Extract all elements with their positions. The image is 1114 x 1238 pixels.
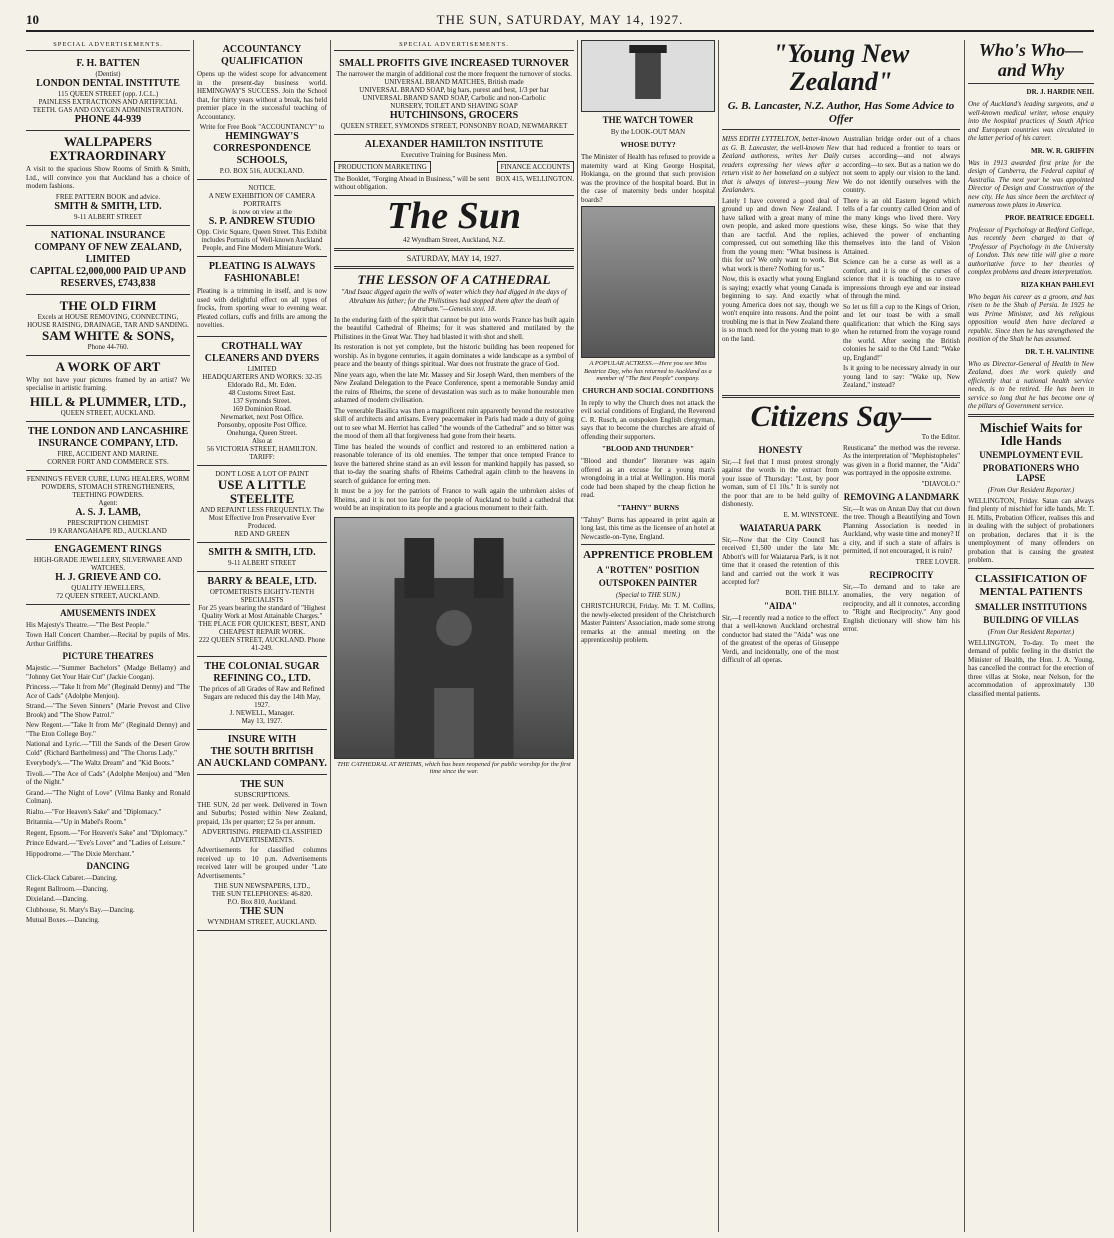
ad-text: Pleating is a trimming in itself, and is now used with delightful effect on all types of frocks, from sporting wear to evening wear. Pleated collars, cuffs and frills are among the novelties. bbox=[197, 287, 327, 329]
section-tag: SPECIAL ADVERTISEMENTS. bbox=[334, 40, 574, 51]
feature-paragraph: Science can be a curse as well as a comfort, and it is one of the curses of science that it is teaching us to crave impressions through eye and ear instead of through the mind. bbox=[843, 258, 960, 300]
actress-photo bbox=[581, 206, 715, 358]
column-rule bbox=[718, 40, 719, 1232]
amusements-list bbox=[26, 621, 190, 925]
divider bbox=[968, 83, 1094, 84]
feature-paragraph: So let us fill a cup to the Kings of Orion, and let our toast be with a small qualification: that which the King says when he returned from the voyage round the world. After seeing the British colonies he said to the Old Land: "Wake up, England!" bbox=[843, 302, 960, 362]
ad-name: SAM WHITE & SONS, bbox=[42, 327, 174, 343]
ad-wallpapers bbox=[26, 131, 190, 226]
article-text: WELLINGTON, To-day. To meet the demand of public feeling in the district the Minister of Health, the Hon. J. A. Young, has cancelled the contract for the erection of three villas at Stoke, near Nelson, for the accommodation of approximately 130 classified mental patients. bbox=[968, 638, 1094, 698]
list-item: NURSERY, TOILET AND SHAVING SOAP bbox=[390, 102, 518, 110]
letter-text: Reusticana" the method was the reverse. As the interpretation of "Mephistopheles" was given in a florid manner, the "Aida" was portrayed in the opposite extreme. bbox=[843, 443, 960, 477]
ad-name: THE COLONIAL SUGAR REFINING CO., LTD. bbox=[204, 660, 320, 684]
list-item: Tivoli.—"The Ace of Cads" (Adolphe Menjou) and "Men of the Night." bbox=[26, 769, 190, 786]
letter-heading: RECIPROCITY bbox=[869, 569, 934, 580]
ad-text: Write for Free Book "ACCOUNTANCY" to bbox=[199, 123, 325, 131]
ad-address: 19 KARANGAHAPE RD., AUCKLAND bbox=[49, 526, 167, 535]
letters-column bbox=[843, 442, 960, 667]
ad-headline: THE OLD FIRM bbox=[59, 297, 157, 313]
list-item: Hippodrome.—"The Dixie Merchant." bbox=[26, 849, 135, 858]
ad-text: The prices of all Grades of Raw and Refined Sugars are reduced this day the 14th May, 1927. bbox=[199, 684, 325, 709]
ad-phone: PHONE 44-939 bbox=[74, 114, 142, 125]
section-heading: CHURCH AND SOCIAL CONDITIONS bbox=[582, 385, 714, 395]
list-item: UNIVERSAL BRAND MATCHES, British made bbox=[384, 78, 524, 86]
ad-pleating bbox=[197, 257, 327, 337]
feature-paragraph: Australian bridge order out of a chaos that had reduced a frontier to tears or curses according—and not always according—to sex. But as a nation we do not seem to apply our vision to the land. We do not identify ourselves with the country. bbox=[843, 135, 960, 194]
ad-alexander-hamilton bbox=[334, 135, 574, 196]
ad-agent: Agent: bbox=[98, 498, 118, 507]
list-item: His Majesty's Theatre.—"The Best People." bbox=[26, 620, 150, 629]
ad-tariff: TARIFF: bbox=[249, 452, 275, 461]
column-1-ads bbox=[26, 40, 190, 1232]
ad-row bbox=[334, 161, 574, 173]
byline: By the LOOK-OUT MAN bbox=[610, 128, 686, 136]
ad-text: RED AND GREEN bbox=[234, 529, 290, 538]
list-item: Grand.—"The Night of Love" (Vilma Banky and Ronald Colman). bbox=[26, 788, 190, 805]
article-subhead: PROBATIONERS WHO LAPSE bbox=[982, 462, 1080, 483]
bio-name: DR. T. H. VALINTINE bbox=[1025, 347, 1094, 356]
column-2-ads bbox=[197, 40, 327, 1232]
ad-phone: THE SUN TELEPHONES: 46-820. bbox=[211, 890, 313, 898]
watch-tower-logo bbox=[581, 40, 715, 112]
ad-date: May 13, 1927. bbox=[241, 716, 283, 725]
editorial-paragraph: The venerable Basilica was then a magnificent ruin apparently beyond the restorative skill of architects and artisans. Every peacemaker in Paris had made a duty of going out to see what M. Herriot has called "the wounds of the Cathedral" and so bitter was the mood of them all that forgiveness had gone from their hearts. bbox=[334, 406, 574, 440]
amusements-heading: AMUSEMENTS INDEX bbox=[60, 607, 156, 618]
editorial-paragraph: Time has healed the wounds of conflict and restored to an embittered nation a reasonable tolerance of its old enemies. The temper that once tempted France to leave the battered shrine stand as an evil lesson for mankind happily has passed, so that to-day the soaring shafts of Rheims Cathedral again climb to the heavens in search of guidance for erring men. bbox=[334, 442, 574, 485]
ad-headline: USE A LITTLE STEELITE bbox=[217, 476, 307, 506]
section-heading: "TAHNY" BURNS bbox=[616, 502, 680, 512]
ad-subtitle: Executive Training for Business Men. bbox=[400, 151, 508, 159]
ad-text: A NEW EXHIBITION OF CAMERA PORTRAITS bbox=[208, 192, 316, 208]
feature-column bbox=[722, 133, 839, 392]
article-subhead: A "ROTTEN" POSITION bbox=[596, 565, 700, 575]
feature-headline: "Young New Zealand" bbox=[772, 40, 910, 96]
column-7-whos-who bbox=[968, 40, 1094, 1232]
masthead-date: SATURDAY, MAY 14, 1927. bbox=[406, 254, 502, 263]
ad-name: H. J. GRIEVE AND CO. bbox=[55, 571, 161, 583]
ad-subtitle: OPTOMETRISTS EIGHTY-TENTH SPECIALISTS bbox=[209, 587, 315, 604]
page-header bbox=[26, 10, 1094, 32]
ad-national-insurance bbox=[26, 226, 190, 295]
article-subhead: UNEMPLOYMENT EVIL bbox=[979, 449, 1083, 460]
ad-address: CORNER FORT AND COMMERCE STS. bbox=[47, 457, 169, 466]
bio-text: Was in 1913 awarded first prize for the design of Canberra, the Federal capital of Australia. The next year he was appointed Director of Design and Construction of the new city. He has since been the architect of numerous town plans in America. bbox=[968, 158, 1094, 209]
ad-headline: ALEXANDER HAMILTON INSTITUTE bbox=[364, 139, 544, 150]
column-rule bbox=[193, 40, 194, 1232]
ad-name: THE SOUTH BRITISH bbox=[210, 745, 314, 757]
list-item: Everybody's.—"The Waltz Dream" and "Kid Boots." bbox=[26, 759, 175, 767]
ad-name: LONDON DENTAL INSTITUTE bbox=[36, 78, 180, 89]
ad-name: F. H. BATTEN bbox=[76, 58, 140, 69]
ad-subtitle: (Dentist) bbox=[95, 70, 121, 78]
letter-text: Sir,—To demand and to take are anomalies, the very negation of reciprocity, and all it connotes, according to "Right and Reciprocity." Any good English dictionary will show him his error. bbox=[843, 582, 960, 633]
page-number: 10 bbox=[26, 12, 39, 27]
divider bbox=[581, 544, 715, 545]
article-credit: (Special to THE SUN.) bbox=[615, 591, 681, 599]
letter-text: Sir,—I feel that I must protest strongly against the words in the extract from your issue of Thursday: "Lost, by poor woman, sum of £1 10s." It is surely not the poor that are to be held guilty of dishonesty. bbox=[722, 457, 839, 508]
letters-body bbox=[722, 442, 960, 667]
ad-row bbox=[334, 175, 574, 191]
bio-name: RIZA KHAN PAHLEVI bbox=[1021, 280, 1094, 289]
ad-text: For 25 years bearing the standard of "Highest Quality Work at Most Attainable Charges." THE PLACE FOR QUICKEST, BEST, AND CHEAPEST REPAIR WORK. bbox=[198, 603, 326, 636]
ad-old-firm bbox=[26, 295, 190, 356]
ad-smith-2 bbox=[197, 543, 327, 572]
ad-headline: WALLPAPERS EXTRAORDINARY bbox=[49, 134, 167, 163]
ad-accountancy bbox=[197, 40, 327, 180]
letter-text: Sir,—Now that the City Council has received £1,500 under the late Mr. Abbott's will for Waiatarua Park, is it not time that it ceased the retention of this land and carried out the work it was accepted for? bbox=[722, 535, 839, 586]
bio-text: Who began his career as a groom, and has risen to be the Shah of Persia. In 1925 he was Prime Minister, and his religious opposition would then have declared a republic. Since then he has strengthened the position of the Shah he has assumed. bbox=[968, 292, 1094, 343]
divider bbox=[722, 129, 960, 130]
ad-headline: NOTICE. bbox=[248, 184, 276, 192]
letters-column bbox=[722, 442, 839, 667]
ad-name: HUTCHINSONS, GROCERS bbox=[389, 110, 519, 121]
editorial-paragraph: In the enduring faith of the spirit that cannot be put into words France has built again the beautiful Cathedral of Rheims; for it was shattered and mutilated by the Philistines in the Great War. They had blasted it with shot and shell. bbox=[334, 315, 574, 341]
editorial-paragraph: Nine years ago, when the late Mr. Massey and Sir Joseph Ward, then members of the New Zealand Delegation to the Peace Conference, spent a memorable Sunday amid the ruins of Rheims, the scene of devastation was such as to make honourable men ashamed of modern civilisation. bbox=[334, 370, 574, 404]
ad-text: Opp. Civic Square, Queen Street. This Exhibit includes Portraits of Well-known Auckland People, and Fine Modern Miniature Work. bbox=[197, 228, 327, 252]
editorial-quote: "And Isaac digged again the wells of water which they had digged in the days of Abraham his father; for the Philistines had stopped them after the death of Abraham."—Genesis xxvi. 18. bbox=[341, 288, 567, 313]
ad-text: Advertisements for classified columns received up to 10 p.m. Advertisements received later will be grouped under "Late Advertisements." bbox=[197, 846, 327, 880]
article-credit: (From Our Resident Reporter.) bbox=[987, 627, 1075, 636]
list-item: Clubhouse, St. Mary's Bay.—Dancing. bbox=[26, 905, 135, 914]
divider bbox=[334, 248, 574, 251]
ad-name: THE SUN bbox=[240, 906, 284, 917]
ad-name: SMITH & SMITH, LTD. bbox=[208, 546, 316, 558]
list-item: Majestic.—"Summer Bachelors" (Madge Bellamy) and "Johnny Get Your Hair Cut" (Jackie Coogan). bbox=[26, 664, 190, 681]
column-4-watchtower bbox=[581, 40, 715, 1232]
article-headline: Mischief Waits for Idle Hands bbox=[979, 419, 1083, 448]
bio-text: Professor of Psychology at Bedford College, has recently been charged to that of "Professor of Psychology in the University of London. This new title will give a more authoritative force to her theories of complex problems and dream interpretation. bbox=[968, 225, 1094, 276]
list-item: National and Lyric.—"Till the Sands of the Desert Grow Cold" (Richard Barthelmess) and "The Chorus Lady." bbox=[26, 740, 190, 757]
ad-address: HEADQUARTERS AND WORKS: 32-35 Eldorado Rd., Mt. Eden. bbox=[202, 372, 322, 389]
sun-subscriptions bbox=[197, 775, 327, 932]
ad-text: Why not have your pictures framed by an artist? We specialise in artistic framing. bbox=[26, 375, 190, 392]
watch-tower-title: THE WATCH TOWER bbox=[602, 115, 694, 125]
ad-headline: ACCOUNTANCY QUALIFICATION bbox=[220, 44, 304, 67]
list-item: Ponsonby, opposite Post Office. bbox=[217, 420, 307, 429]
ad-work-of-art bbox=[26, 356, 190, 422]
ad-steelite bbox=[197, 466, 327, 543]
list-item: Dixieland.—Dancing. bbox=[26, 895, 88, 903]
list-item: Rialto.—"For Heaven's Sake" and "Diplomacy." bbox=[26, 807, 162, 816]
list-item: Mutual Boxes.—Dancing. bbox=[26, 916, 100, 924]
ad-text: AND REPAINT LESS FREQUENTLY. The Most Effective Iron Preservative Ever Produced. bbox=[199, 505, 325, 530]
list-item: Onehunga, Queen Street. bbox=[226, 428, 298, 437]
article-text: "Tahny" Burns has appeared in print again at long last, this time as the licensee of an hotel at Newcastle-on-Tyne, England. bbox=[581, 515, 715, 541]
divider bbox=[968, 568, 1094, 569]
ad-name: HEMINGWAY'S CORRESPONDENCE SCHOOLS, bbox=[213, 131, 311, 166]
column-rule bbox=[964, 40, 965, 1232]
section-heading: WHOSE DUTY? bbox=[620, 140, 676, 149]
list-item: UNIVERSAL BRAND SOAP, big bars, purest and best, 1/3 per bar bbox=[359, 86, 549, 94]
newspaper-dateline: THE SUN, SATURDAY, MAY 14, 1927. bbox=[436, 12, 684, 27]
ad-barry-beale bbox=[197, 572, 327, 657]
ad-address: P.O. Box 810, Auckland. bbox=[227, 898, 297, 906]
ad-headline: ENGAGEMENT RINGS bbox=[54, 543, 162, 555]
article-credit: (From Our Resident Reporter.) bbox=[987, 485, 1075, 494]
list-item: Newmarket, next Post Office. bbox=[220, 412, 304, 421]
divider bbox=[722, 395, 960, 398]
column-rule bbox=[577, 40, 578, 1232]
list-item: Town Hall Concert Chamber.—Recital by pupils of Mrs. Arthur Griffiths. bbox=[26, 631, 190, 648]
divider bbox=[968, 414, 1094, 417]
ad-address: QUEEN STREET, SYMONDS STREET, PONSONBY ROAD, NEWMARKET bbox=[340, 122, 568, 130]
ad-name: BARRY & BEALE, LTD. bbox=[207, 575, 317, 587]
ad-small-profits bbox=[334, 54, 574, 135]
column-rule bbox=[330, 40, 331, 1232]
list-item: 48 Customs Street East. bbox=[228, 388, 296, 397]
ad-text: FIRE, ACCIDENT AND MARINE. bbox=[57, 449, 159, 458]
list-item: 56 VICTORIA STREET, HAMILTON. bbox=[206, 444, 318, 453]
ad-name: A. S. J. LAMB, bbox=[75, 506, 141, 518]
ad-engagement-rings bbox=[26, 540, 190, 605]
ad-headline: SMALL PROFITS GIVE INCREASED TURNOVER bbox=[339, 58, 569, 69]
masthead-title: The Sun bbox=[386, 195, 522, 237]
letter-heading: "AIDA" bbox=[764, 600, 797, 611]
ad-address: QUEEN STREET, AUCKLAND. bbox=[60, 408, 156, 417]
ad-colonial-sugar bbox=[197, 657, 327, 730]
letter-signature: BOIL THE BILLY. bbox=[785, 588, 839, 597]
ad-phone: Phone 44-760. bbox=[87, 342, 129, 351]
list-subheading: DANCING bbox=[86, 861, 130, 871]
letter-text: Sir,—It was on Anzan Day that cut down the tree. Though a Beautifying and Town Planning Association is needed in Auckland, why waste time and money? If a city, and if such a state of affairs is permitted, if not encouraged, it is ruin? bbox=[843, 504, 960, 555]
list-item: Regent, Epsom.—"For Heaven's Sake" and "Diplomacy." bbox=[26, 828, 188, 837]
list-item: New Regent.—"Take It from Me" (Reginald Denny) and "The Eton College Boy." bbox=[26, 721, 190, 738]
ad-name: THE SUN NEWSPAPERS, LTD., bbox=[214, 882, 310, 890]
ad-capital: CAPITAL £2,000,000 PAID UP AND RESERVES, £743,838 bbox=[29, 265, 187, 289]
feature-paragraph: There is an old Eastern legend which tells of a far country called Orion and of the many kings who lived there. Very wise, these kings. So wise that they achieved the power of enchanting themselves into the land of Vision Attained. bbox=[843, 196, 960, 256]
ad-london-dental bbox=[26, 54, 190, 131]
list-item: Britannia.—"Up in Mabel's Room." bbox=[26, 818, 127, 826]
citizens-subtitle: To the Editor. bbox=[921, 432, 960, 441]
list-item: 169 Dominion Road. bbox=[232, 404, 292, 413]
citizens-say-headline: Citizens Say— bbox=[750, 399, 932, 433]
article-text: The Minister of Health has refused to provide a maternity ward at King George Hospital, Hokianga, on the ground that such provision was the province of the hospital board. But in the case of maternity beds under hospital boards? bbox=[581, 153, 715, 204]
ad-text: The Booklet, "Forging Ahead in Business," will be sent without obligation. bbox=[334, 175, 490, 191]
letter-heading: HONESTY bbox=[758, 444, 803, 455]
ad-crothall bbox=[197, 337, 327, 466]
ad-subtitle: PRESCRIPTION CHEMIST bbox=[67, 518, 149, 527]
feature-paragraph: Now, this is exactly what young England is saying; exactly what young Canada is beginning to say. And exactly what young America does not say, though we won't enquire into reasons. And the point troubling me is that in New Zealand there is so much need for the young man to go on the land. bbox=[722, 275, 839, 343]
column-5-feature bbox=[722, 40, 960, 1232]
ad-andrew-studio bbox=[197, 180, 327, 257]
section-heading: "BLOOD AND THUNDER" bbox=[601, 444, 695, 453]
article-text: In reply to why the Church does not attack the evil social conditions of England, the Reverend C. R. Rusch, an outspoken English clergyman, says that to become the churches are afraid of offending their supporters. bbox=[581, 398, 715, 441]
ad-subtitle: ADVERTISING. PREPAID CLASSIFIED ADVERTISEMENTS. bbox=[201, 828, 323, 844]
list-subheading: PICTURE THEATRES bbox=[62, 651, 154, 661]
letter-text: Sir,—I recently read a notice to the effect that a well-known Auckland orchestral conductor had stated the "Aida" was one of the greatest of the operas of Giuseppe Verdi, and incidentally, one of the most difficult of all operas. bbox=[722, 613, 839, 664]
article-subhead: BUILDING OF VILLAS bbox=[983, 614, 1079, 625]
ad-headline: THE SUN bbox=[240, 778, 284, 790]
ad-address: 222 QUEEN STREET, AUCKLAND. Phone 41-249. bbox=[198, 635, 326, 652]
ad-signature: J. NEWELL, Manager. bbox=[229, 708, 295, 717]
ad-address: WYNDHAM STREET, AUCKLAND. bbox=[207, 918, 317, 926]
photo-caption: THE CATHEDRAL AT RHEIMS, which has been reopened for public worship for the first time since the war. bbox=[337, 760, 571, 775]
bio-name: PROF. BEATRICE EDGELL bbox=[1005, 213, 1094, 222]
letter-heading: WAIATARUA PARK bbox=[739, 522, 822, 533]
ad-address: 72 QUEEN STREET, AUCKLAND. bbox=[56, 591, 160, 600]
letter-signature: TREE LOVER. bbox=[915, 557, 960, 566]
list-item: Prince Edward.—"Eve's Lover" and "Ladies of Leisure." bbox=[26, 839, 186, 847]
ad-south-british bbox=[197, 730, 327, 775]
section-tag: SPECIAL ADVERTISEMENTS. bbox=[26, 40, 190, 51]
ad-subtitle: LIMITED bbox=[247, 364, 277, 373]
ad-subtitle: QUALITY JEWELLERS, bbox=[71, 583, 145, 592]
bio-name: MR. W. R. GRIFFIN bbox=[1030, 146, 1094, 155]
ad-text: FREE PATTERN BOOK and advice. bbox=[55, 192, 161, 201]
list-item: Strand.—"The Seven Sinners" (Marie Prevost and Clive Brook) and "The Show Patrol." bbox=[26, 702, 190, 719]
feature-paragraph: Is it going to be necessary already in our young land to say: "Wake up, New Zealand," instead? bbox=[843, 364, 960, 389]
article-headline: CLASSIFICATION OF MENTAL PATIENTS bbox=[975, 572, 1087, 598]
article-headline: APPRENTICE PROBLEM bbox=[583, 549, 713, 561]
ad-name: SMITH & SMITH, LTD. bbox=[54, 200, 162, 212]
divider bbox=[334, 266, 574, 269]
ad-name: S. P. ANDREW STUDIO bbox=[208, 216, 316, 227]
feature-subhead: G. B. Lancaster, N.Z. Author, Has Some Advice to Offer bbox=[727, 100, 955, 125]
feature-paragraph: Lately I have covered a good deal of ground up and down New Zealand. I have talked with a great many of mine own people, and asked more questions than are tactful. And the replies, compressed, cut out something like this from the young men: "What business is this for us? We only want to work. But what work is there? Nothing for us." bbox=[722, 196, 839, 273]
masthead-address: 42 Wyndham Street, Auckland, N.Z. bbox=[402, 236, 506, 244]
list-item: 137 Symonds Street. bbox=[232, 396, 292, 405]
article-subhead: SMALLER INSTITUTIONS bbox=[975, 601, 1087, 612]
ad-address: 9-11 ALBERT STREET bbox=[227, 558, 297, 567]
list-item: Click-Clack Cabaret.—Dancing. bbox=[26, 874, 118, 882]
ad-text: DON'T LOSE A LOT OF PAINT bbox=[215, 469, 309, 478]
ad-text: FENNING'S FEVER CURE, LUNG HEALERS, WORM POWDERS, STOMACH STRENGTHENERS, TEETHING POWDERS. bbox=[26, 474, 190, 499]
ad-text: FINANCE ACCOUNTS bbox=[497, 161, 574, 173]
ad-address: BOX 415, WELLINGTON. bbox=[495, 175, 574, 183]
editorial-paragraph: It must be a joy for the patriots of France to walk again the unbroken aisles of Rheims, and it is not too late for the people of Auckland to build a cathedral that would be an inspiration to its people and a gracious monument to their faith. bbox=[334, 487, 574, 512]
ad-address: 115 QUEEN STREET (opp. J.C.L.) bbox=[57, 90, 159, 98]
ad-text: is now on view at the bbox=[232, 208, 292, 216]
ad-headline: NATIONAL INSURANCE COMPANY OF NEW ZEALAND, LIMITED bbox=[34, 229, 182, 265]
ad-text: THE SUN, 2d per week. Delivered in Town and Suburbs; Posted within New Zealand, prepaid, 13s per quarter; £2 5s per annum. bbox=[197, 800, 327, 826]
ad-text: Opens up the widest scope for advancement in the present-day business world. HEMINGWAY'S SUCCESS. Join the School that, for thirty years without a break, has held premier place in the successful teaching of Accountancy. bbox=[197, 70, 327, 121]
editorial-paragraph: Its restoration is not yet complete, but the historic building has been reopened for worship. As in bygone centuries, it again dominates a wide landscape as a symbol of peace and the beauty of things spiritual. War does not frustrate the grace of God. bbox=[334, 343, 574, 368]
feature-intro: MISS EDITH LYTTELTON, better-known as G. B. Lancaster, the well-known New Zealand authoress, writes her Daily readers expressing her views after a return visit to her homeland on a subject that is always of interest—young New Zealanders. bbox=[722, 135, 839, 194]
whos-who-headline: Who's Who—and Why bbox=[978, 40, 1084, 80]
tower-icon bbox=[582, 41, 714, 111]
ad-text: A visit to the spacious Show Rooms of Smith & Smith, Ltd., will convince you that Auckland has a choice of modern fashions. bbox=[26, 165, 190, 190]
article-text: WELLINGTON, Friday. Satan can always find plenty of mischief for idle hands, Mr. T. H. Mills, Probation Officer, realises this and in dealing with the subject of probationers on probation, declares that it is the unemployment of many offenders on probation that is causing the greatest problem. bbox=[968, 496, 1094, 564]
ad-text: The narrower the margin of additional cost the more frequent the turnover of stocks. bbox=[336, 70, 572, 78]
ad-text: Excels at HOUSE REMOVING, CONNECTING, HOUSE RAISING, DRAINAGE, TAR AND SANDING. bbox=[27, 312, 189, 329]
article-subhead: OUTSPOKEN PAINTER bbox=[598, 578, 698, 588]
ad-text: PRODUCTION MARKETING bbox=[334, 161, 431, 173]
ad-name: HILL & PLUMMER, LTD., bbox=[29, 393, 187, 409]
editorial-headline: THE LESSON OF A CATHEDRAL bbox=[357, 272, 551, 287]
list-item: UNIVERSAL BRAND SAND SOAP, Carbolic and non-Carbolic bbox=[362, 94, 546, 102]
ad-subtitle: SUBSCRIPTIONS. bbox=[234, 790, 290, 799]
article-text: CHRISTCHURCH, Friday. Mr. T. M. Collins, the newly-elected president of the Christchurch Master Painters' Association, made some strong remarks at the annual meeting on the apprenticeship problem. bbox=[581, 602, 715, 644]
ad-fenning bbox=[26, 471, 190, 540]
ad-text: INSURE WITH bbox=[227, 733, 297, 745]
ad-headline: A WORK OF ART bbox=[55, 358, 161, 374]
article-text: "Blood and thunder" literature was again offered as an excuse for a young man's wrongdoing in a trial at Wellington. His moral code had been shaped by the cheap fiction he read. bbox=[581, 457, 715, 499]
cathedral-icon bbox=[335, 518, 573, 758]
feature-body bbox=[722, 133, 960, 392]
list-item: Also at bbox=[251, 436, 273, 445]
ad-address: 9-11 ALBERT STREET bbox=[73, 212, 143, 221]
letter-signature: "DIAVOLO." bbox=[921, 479, 960, 488]
cathedral-photo bbox=[334, 517, 574, 759]
bio-name: DR. J. HARDIE NEIL bbox=[1026, 88, 1094, 96]
bio-text: Who as Director-General of Health in New Zealand, does the work quietly and efficiently that a national health service needs, is to be retired. He has been in service so long that he has become one of the pillars of Government service. bbox=[968, 359, 1094, 410]
list-item: Princess.—"Take It from Me" (Reginald Denny) and "The Ace of Cads" (Adolphe Menjou). bbox=[26, 683, 190, 700]
letter-heading: REMOVING A LANDMARK bbox=[843, 491, 960, 502]
list-item: Regent Ballroom.—Dancing. bbox=[26, 884, 109, 893]
column-3-editorial bbox=[334, 40, 574, 1232]
ad-headline: CROTHALL WAY CLEANERS AND DYERS bbox=[204, 340, 320, 364]
ad-headline: THE LONDON AND LANCASHIRE INSURANCE COMPANY, LTD. bbox=[27, 425, 189, 449]
ad-text: AN AUCKLAND COMPANY. bbox=[197, 757, 327, 769]
bio-text: One of Auckland's leading surgeons, and a well-known medical writer, whose enquiry into the hospital practices of South Africa and European countries was circulated in the latter period of his career. bbox=[968, 100, 1094, 142]
photo-caption: A POPULAR ACTRESS.—Here you see Miss Beatrice Day, who has returned to Auckland as a member of "The Best People" company. bbox=[584, 360, 712, 382]
ad-text: HIGH-GRADE JEWELLERY, SILVERWARE AND WATCHES. bbox=[33, 555, 183, 572]
ad-text: PAINLESS EXTRACTIONS AND ARTIFICIAL TEETH. GAS AND OXYGEN ADMINISTRATION. bbox=[32, 98, 184, 114]
ad-address: P.O. BOX 516, AUCKLAND. bbox=[219, 167, 305, 175]
ad-headline: PLEATING IS ALWAYS FASHIONABLE! bbox=[208, 261, 316, 284]
letter-signature: E. M. WINSTONE. bbox=[783, 510, 839, 519]
feature-column bbox=[843, 133, 960, 392]
ad-london-lancashire bbox=[26, 422, 190, 471]
